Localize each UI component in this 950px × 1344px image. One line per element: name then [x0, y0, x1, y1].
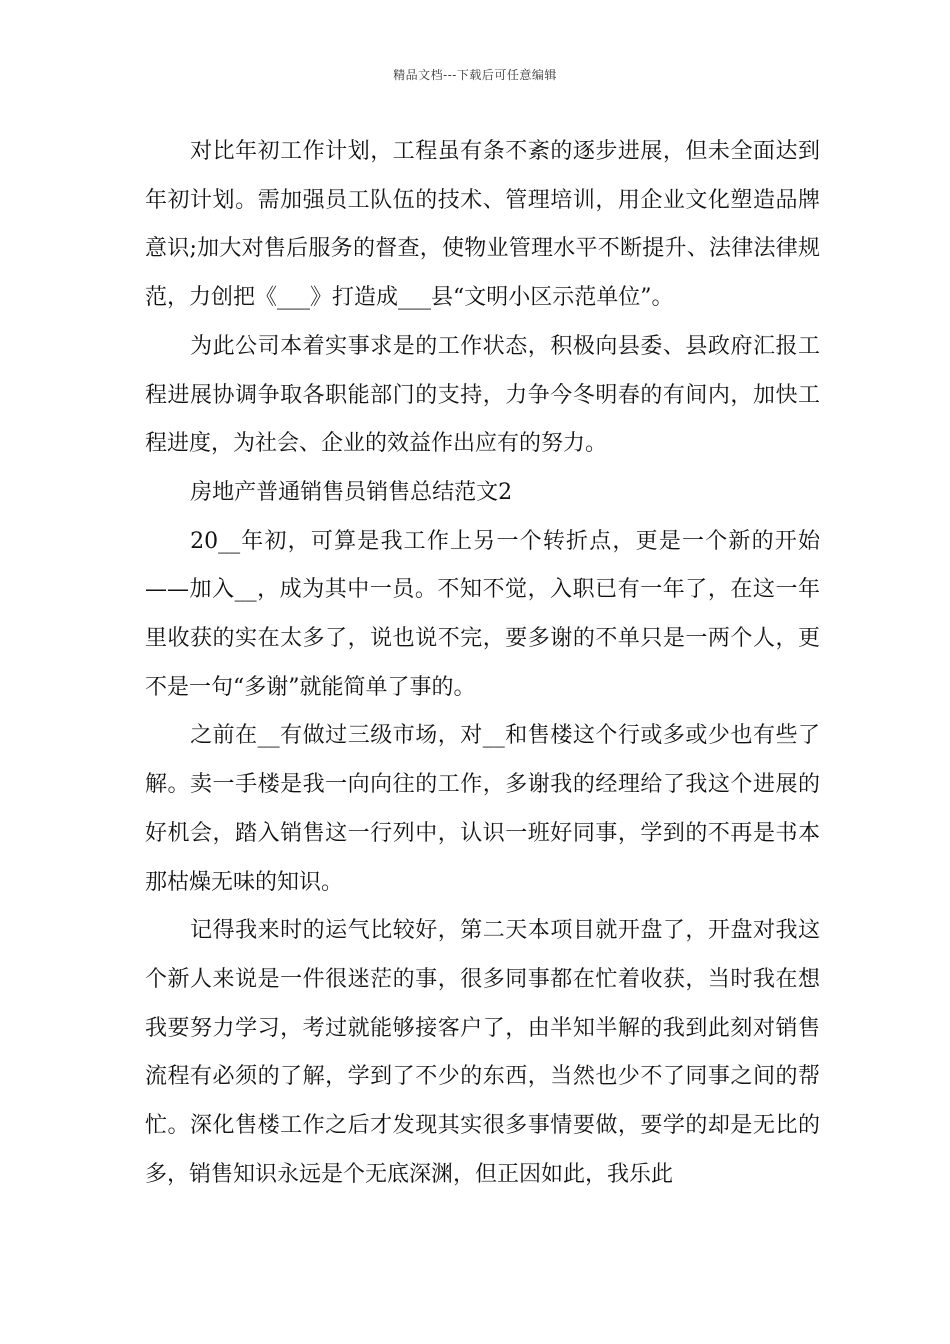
document-body: [145, 128, 820, 1199]
paragraph-work-plan: 对比年初工作计划，工程虽有条不紊的逐步进展，但未全面达到年初计划。需加强员工队伍的技术、管理培训，用企业文化塑造品牌意识;加大对售后服务的督查，使物业管理水平不断提升、法律法律规范，力创把《___》打造成___县“文明小区示范单位”。: [145, 139, 820, 311]
paragraph-opening-day: 记得我来时的运气比较好，第二天本项目就开盘了，开盘对我这个新人来说是一件很迷茫的事，很多同事都在忙着收获，当时我在想我要努力学习，考过就能够接客户了，由半知半解的我到此刻对销售流程有必须的了解，学到了不少的东西，当然也少不了同事之间的帮忙。深化售楼工作之后才发现其实很多事情要做，要学的却是无比的多，销售知识永远是个无底深渊，但正因如此，我乐此: [145, 918, 820, 1187]
page-header: 精品文档---下载后可任意编辑: [393, 68, 557, 82]
section-heading: 房地产普通销售员销售总结范文2: [190, 479, 513, 505]
paragraph-new-start: 20__年初，可算是我工作上另一个转折点，更是一个新的开始——加入__，成为其中一员。不知不觉，入职已有一年了，在这一年里收获的实在太多了，说也说不完，要多谢的不单只是一两个人，更不是一句“多谢”就能简单了事的。: [145, 528, 820, 700]
paragraph-company-report: 为此公司本着实事求是的工作状态，积极向县委、县政府汇报工程进展协调争取各职能部门的支持，力争今冬明春的有间内，加快工程进度，为社会、企业的效益作出应有的努力。: [145, 333, 820, 457]
paragraph-previous-experience: 之前在__有做过三级市场，对__和售楼这个行或多或少也有些了解。卖一手楼是我一向向往的工作，多谢我的经理给了我这个进展的好机会，踏入销售这一行列中，认识一班好同事，学到的不再是书本那枯燥无味的知识。: [145, 723, 820, 895]
